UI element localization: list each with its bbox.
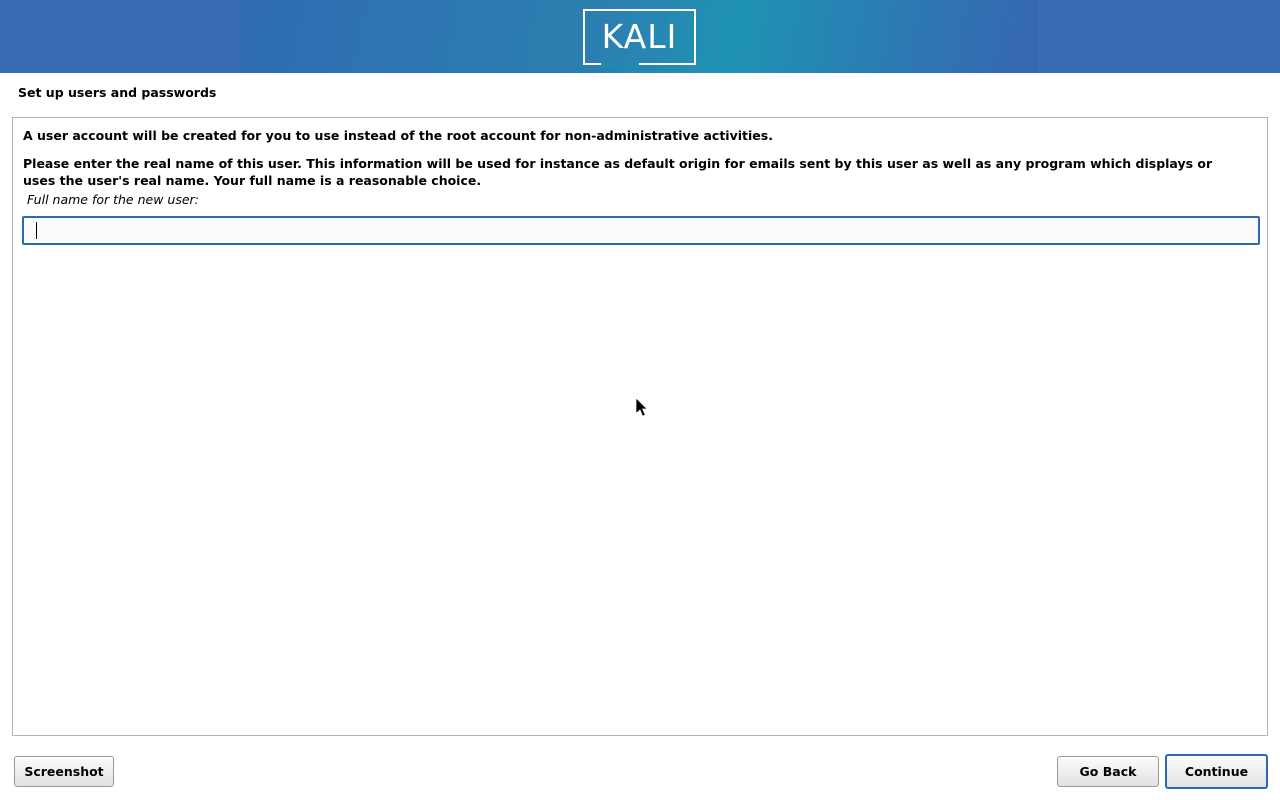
instruction-paragraph: Please enter the real name of this user. This information will be used for instance as default origin for emails sent by this user as well as any program which displays or uses the user's real name. Your full name is a reasonable choice. [23,156,1213,188]
continue-button[interactable]: Continue [1165,754,1268,789]
kali-logo [583,9,696,65]
kali-logo-notch [601,63,639,67]
text-caret [36,222,37,239]
content-panel [12,117,1268,736]
go-back-button[interactable]: Go Back [1057,756,1159,787]
kali-logo-text: KALI [601,16,678,56]
intro-paragraph: A user account will be created for you to use instead of the root account for non-administrative activities. [23,128,773,143]
page-title: Set up users and passwords [18,85,217,100]
full-name-label: Full name for the new user: [27,192,199,207]
kali-banner [0,0,1280,73]
screenshot-button[interactable]: Screenshot [14,756,114,787]
full-name-input[interactable] [22,216,1260,245]
